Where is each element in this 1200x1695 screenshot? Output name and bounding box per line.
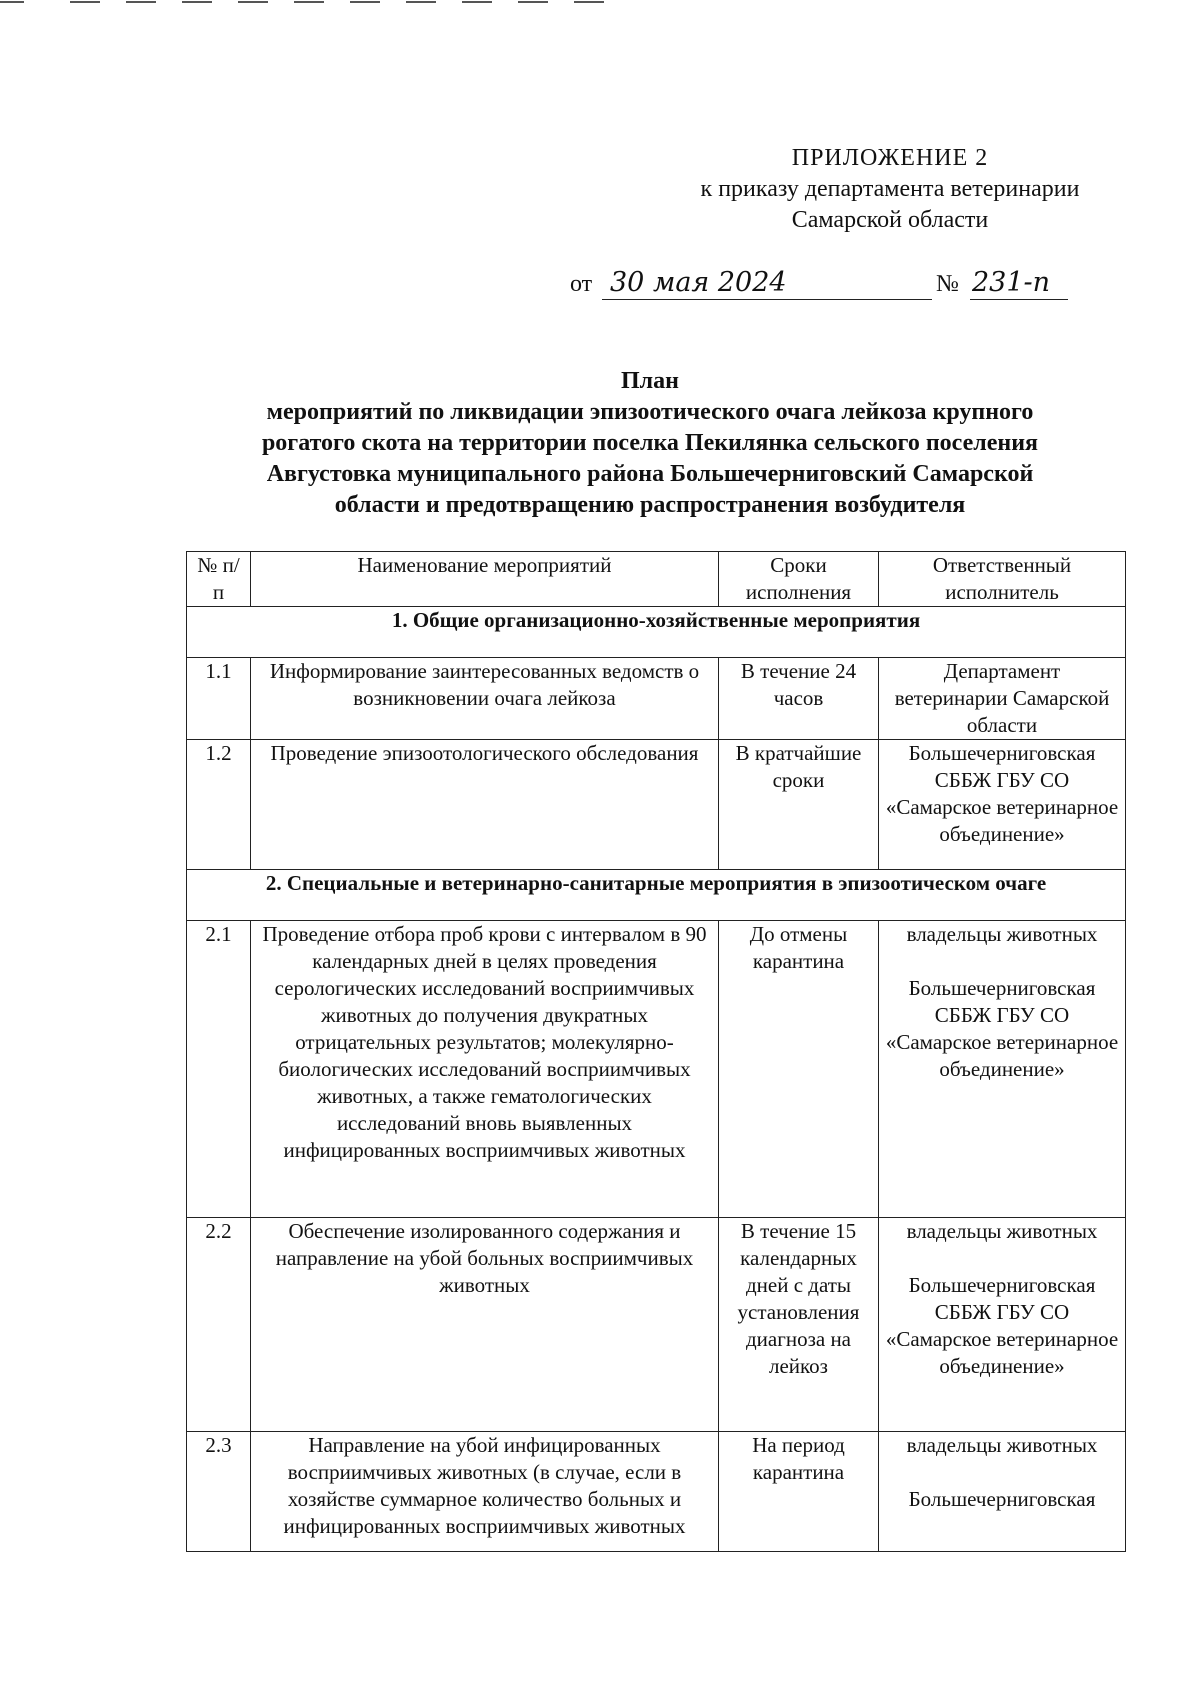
table-row (187, 1218, 1126, 1432)
row-resp (879, 921, 1126, 1218)
table-row (187, 740, 1126, 870)
order-date-handwritten: 30 мая 2024 (610, 267, 787, 298)
row-resp-service: Большечерниговская СББЖ ГБУ СО «Самарское ветеринарное объединение» (885, 1273, 1119, 1378)
section-row (187, 870, 1126, 921)
table-row (187, 658, 1126, 740)
row-resp: Большечерниговская СББЖ ГБУ СО «Самарское ветеринарное объединение» (879, 740, 1126, 870)
section-2-title: 2. Специальные и ветеринарно-санитарные мероприятия в эпизоотическом очаге (187, 870, 1126, 921)
row-num: 2.1 (187, 921, 251, 1218)
header-name: Наименование мероприятий (251, 552, 719, 607)
title-line-2: мероприятий по ликвидации эпизоотического очага лейкоза крупного (266, 399, 1034, 425)
scan-artifact-dashes (0, 0, 700, 6)
row-resp: Департамент ветеринарии Самарской области (879, 658, 1126, 740)
row-name: Информирование заинтересованных ведомств о возникновении очага лейкоза (251, 658, 719, 740)
row-num: 1.2 (187, 740, 251, 870)
row-term: В течение 15 календарных дней с даты установления диагноза на лейкоз (719, 1218, 879, 1432)
order-number-handwritten: 231-п (972, 267, 1051, 298)
row-term: В течение 24 часов (719, 658, 879, 740)
row-term: В кратчайшие сроки (719, 740, 879, 870)
table-row (187, 1432, 1126, 1552)
row-name: Проведение эпизоотологического обследования (251, 740, 719, 870)
row-resp-service: Большечерниговская СББЖ ГБУ СО «Самарское ветеринарное объединение» (885, 976, 1119, 1081)
header-term: Сроки исполнения (719, 552, 879, 607)
row-resp-service: Большечерниговская (908, 1487, 1096, 1511)
appendix-header (660, 143, 1120, 236)
title-line-3: рогатого скота на территории поселка Пекилянка сельского поселения (261, 430, 1039, 456)
appendix-region: Самарской области (791, 207, 989, 233)
order-reference (570, 262, 1130, 302)
header-num: № п/п (187, 552, 251, 607)
row-num: 2.2 (187, 1218, 251, 1432)
row-num: 2.3 (187, 1432, 251, 1552)
document-title (200, 366, 1100, 521)
order-number-label: № (936, 271, 959, 297)
row-name: Проведение отбора проб крови с интервалом в 90 календарных дней в целях проведения серологических исследований восприимчивых животных до получения двукратных отрицательных результатов; молекулярно-биологических исследований восприимчивых животных, а также гематологических исследований вновь выявленных инфицированных восприимчивых животных (251, 921, 719, 1218)
row-name: Обеспечение изолированного содержания и направление на убой больных восприимчивых животных (251, 1218, 719, 1432)
row-term: До отмены карантина (719, 921, 879, 1218)
table-header-row (187, 552, 1126, 607)
title-line-4: Августовка муниципального района Большечерниговский Самарской (266, 461, 1034, 487)
header-resp: Ответственный исполнитель (879, 552, 1126, 607)
title-line-5: области и предотвращению распространения возбудителя (334, 492, 966, 518)
row-resp-owner: владельцы животных (906, 1433, 1098, 1457)
appendix-order-ref: к приказу департамента ветеринарии (700, 176, 1080, 202)
row-term: На период карантина (719, 1432, 879, 1552)
row-name: Направление на убой инфицированных восприимчивых животных (в случае, если в хозяйстве суммарное количество больных и инфицированных восприимчивых животных (251, 1432, 719, 1552)
appendix-label: ПРИЛОЖЕНИЕ 2 (791, 145, 989, 171)
order-from-label: от (570, 271, 593, 297)
row-num: 1.1 (187, 658, 251, 740)
row-resp-owner: владельцы животных (906, 1219, 1098, 1243)
section-row (187, 607, 1126, 658)
row-resp (879, 1218, 1126, 1432)
plan-table (186, 551, 1126, 1552)
row-resp (879, 1432, 1126, 1552)
table-row (187, 921, 1126, 1218)
title-line-1: План (621, 368, 679, 394)
row-resp-owner: владельцы животных (906, 922, 1098, 946)
section-1-title: 1. Общие организационно-хозяйственные мероприятия (187, 607, 1126, 658)
